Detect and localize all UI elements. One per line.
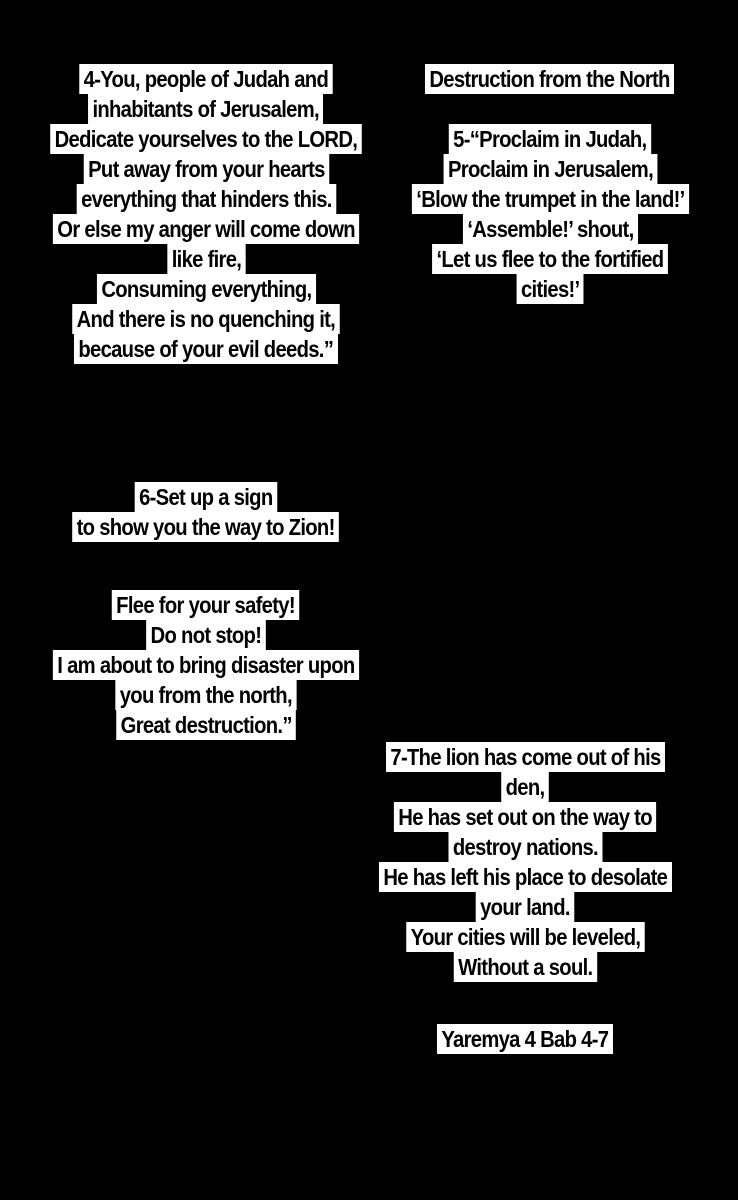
scripture-reference: Yaremya 4 Bab 4-7 (437, 1024, 613, 1054)
verse-7-line: He has left his place to desolate (379, 862, 672, 892)
verse-7-line: 7-The lion has come out of his (386, 742, 665, 772)
verse-7-block (330, 742, 720, 1054)
verse-7-line: Without a soul. (453, 952, 596, 982)
verse-4-line: 4-You, people of Judah and (79, 64, 332, 94)
verse-6-line: Do not stop! (146, 620, 266, 650)
verse-4-line: like fire, (167, 244, 245, 274)
section-heading: Destruction from the North (425, 64, 674, 94)
verse-7-line: Your cities will be leveled, (406, 922, 644, 952)
verse-4-line: Put away from your hearts (83, 154, 328, 184)
verse-4-line: inhabitants of Jerusalem, (88, 94, 323, 124)
verse-4-line: And there is no quenching it, (72, 304, 339, 334)
verse-6-block (6, 482, 406, 740)
verse-4-line: Consuming everything, (97, 274, 316, 304)
verse-7-line: destroy nations. (448, 832, 602, 862)
verse-4-line: everything that hinders this. (76, 184, 335, 214)
verse-7-line: your land. (476, 892, 574, 922)
verse-6-line: to show you the way to Zion! (73, 512, 340, 542)
verse-7-line: den, (501, 772, 549, 802)
verse-4-line: because of your evil deeds.” (74, 334, 338, 364)
verse-6-line: you from the north, (116, 680, 297, 710)
verse-5-block (372, 64, 728, 304)
verse-6-line: Flee for your safety! (112, 590, 299, 620)
verse-6-line: Great destruction.” (116, 710, 296, 740)
verse-6-line: I am about to bring disaster upon (53, 650, 359, 680)
verse-5-line: cities!’ (516, 274, 583, 304)
verse-5-line: ‘Assemble!’ shout, (463, 214, 638, 244)
verse-5-line: 5-“Proclaim in Judah, (449, 124, 651, 154)
verse-4-line: Or else my anger will come down (53, 214, 359, 244)
verse-6-line: 6-Set up a sign (135, 482, 277, 512)
verse-7-line: He has set out on the way to (394, 802, 656, 832)
verse-5-line: ‘Blow the trumpet in the land!’ (411, 184, 688, 214)
verse-5-line: ‘Let us flee to the fortified (432, 244, 668, 274)
verse-5-line: Proclaim in Jerusalem, (443, 154, 657, 184)
verse-4-line: Dedicate yourselves to the LORD, (50, 124, 361, 154)
verse-4-block (6, 64, 406, 364)
